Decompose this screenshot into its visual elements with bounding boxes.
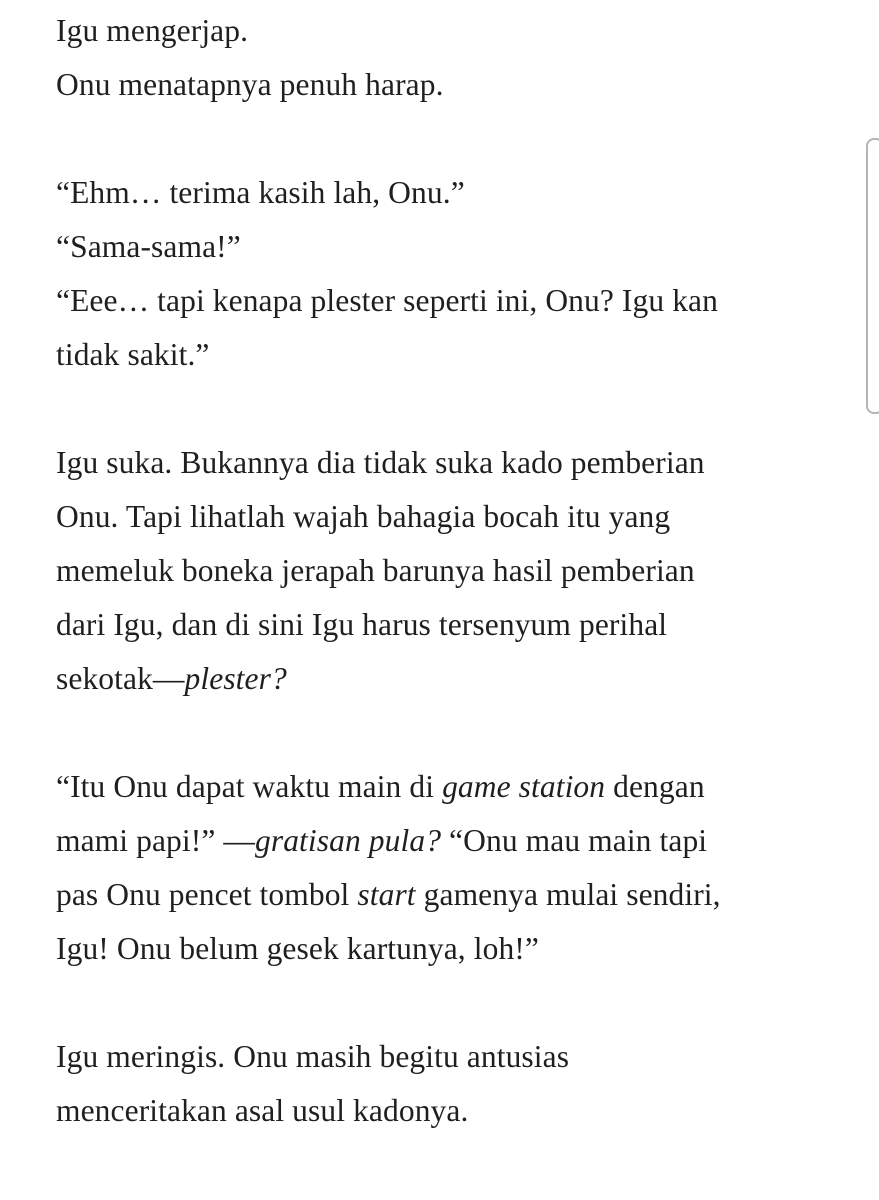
- text-line: [56, 1084, 816, 1138]
- italic-text: gratisan pula?: [255, 823, 442, 858]
- text-line: [56, 436, 816, 490]
- text-segment: Igu meringis. Onu masih begitu antusias: [56, 1039, 570, 1074]
- text-segment: tidak sakit.”: [56, 337, 210, 372]
- text-segment: Onu menatapnya penuh harap.: [56, 67, 444, 102]
- text-segment: dengan: [605, 769, 705, 804]
- text-segment: Onu. Tapi lihatlah wajah bahagia bocah itu yang: [56, 499, 671, 534]
- text-segment: memeluk boneka jerapah barunya hasil pemberian: [56, 553, 695, 588]
- paragraph: [56, 4, 816, 112]
- text-segment: sekotak—: [56, 661, 185, 696]
- text-segment: dari Igu, dan di sini Igu harus tersenyum perihal: [56, 607, 668, 642]
- text-line: [56, 4, 816, 58]
- text-segment: menceritakan asal usul kadonya.: [56, 1093, 469, 1128]
- text-line: [56, 652, 816, 706]
- text-line: [56, 328, 816, 382]
- text-line: [56, 598, 816, 652]
- text-line: [56, 274, 816, 328]
- text-line: [56, 544, 816, 598]
- paragraph: [56, 760, 816, 976]
- paragraph: [56, 166, 816, 382]
- text-segment: “Itu Onu dapat waktu main di: [56, 769, 443, 804]
- story-text: [56, 4, 816, 1192]
- text-line: [56, 814, 816, 868]
- italic-text: game station: [442, 769, 606, 804]
- text-line: [56, 220, 816, 274]
- text-segment: pas Onu pencet tombol: [56, 877, 358, 912]
- text-segment: “Eee… tapi kenapa plester seperti ini, Onu? Igu kan: [56, 283, 718, 318]
- text-segment: “Ehm… terima kasih lah, Onu.”: [56, 175, 465, 210]
- text-line: [56, 760, 816, 814]
- paragraph: [56, 1030, 816, 1138]
- text-line: [56, 490, 816, 544]
- text-segment: “Sama-sama!”: [56, 229, 241, 264]
- scrollbar-thumb[interactable]: [866, 138, 879, 414]
- text-line: [56, 58, 816, 112]
- text-segment: Igu mengerjap.: [56, 13, 249, 48]
- text-segment: Igu suka. Bukannya dia tidak suka kado pemberian: [56, 445, 705, 480]
- text-line: [56, 1030, 816, 1084]
- text-segment: mami papi!” —: [56, 823, 255, 858]
- text-segment: gamenya mulai sendiri,: [415, 877, 721, 912]
- paragraph: [56, 436, 816, 706]
- text-line: [56, 868, 816, 922]
- italic-text: start: [357, 877, 416, 912]
- italic-text: plester?: [184, 661, 287, 696]
- text-segment: “Onu mau main tapi: [441, 823, 708, 858]
- text-segment: Igu! Onu belum gesek kartunya, loh!”: [56, 931, 539, 966]
- text-line: [56, 922, 816, 976]
- text-line: [56, 166, 816, 220]
